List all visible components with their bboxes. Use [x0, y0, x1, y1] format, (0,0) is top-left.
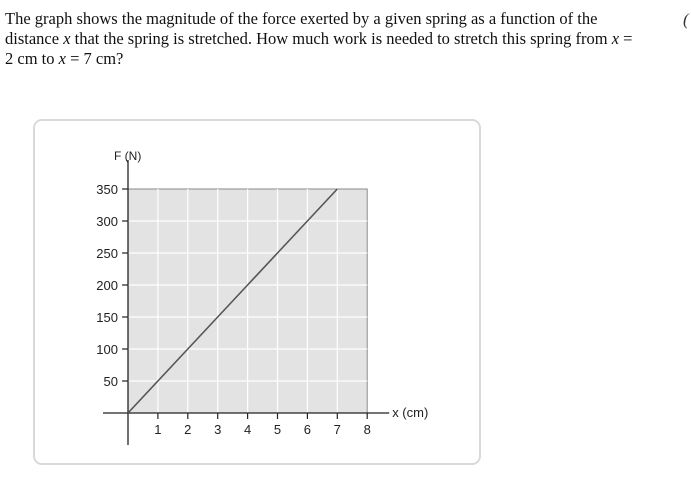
- x-tick-label: 8: [363, 422, 371, 437]
- x-tick-label: 7: [333, 422, 341, 437]
- x-tick-label: 5: [273, 422, 282, 437]
- y-tick-label: 150: [96, 310, 118, 325]
- question-line-2b: that the spring is stretched. How much work is needed to stretch this spring from: [70, 29, 612, 48]
- var-x: x: [58, 49, 66, 68]
- side-mark: (: [683, 10, 689, 29]
- y-axis-label: F (N): [114, 149, 142, 163]
- var-x: x: [63, 29, 71, 48]
- x-tick-label: 6: [303, 422, 312, 437]
- y-tick-label: 100: [96, 342, 118, 357]
- question-line-2c: =: [619, 29, 633, 48]
- question-line-2a: distance: [5, 29, 64, 48]
- y-tick-label: 300: [96, 214, 118, 229]
- y-tick-label: 200: [96, 278, 118, 293]
- y-tick-label: 350: [96, 182, 118, 197]
- question-line-3b: = 7 cm?: [65, 49, 124, 68]
- x-tick-label: 3: [214, 422, 222, 437]
- x-axis-label: x (cm): [392, 405, 429, 420]
- question-line-3a: 2 cm to: [5, 49, 59, 68]
- var-x: x: [611, 29, 620, 48]
- x-tick-label: 4: [243, 422, 252, 437]
- x-tick-label: 1: [154, 422, 162, 437]
- question-line-1: The graph shows the magnitude of the force exerted by a given spring as a function of the: [5, 9, 598, 28]
- y-tick-label: 50: [103, 374, 118, 389]
- y-tick-label: 250: [96, 246, 118, 261]
- x-tick-label: 2: [184, 422, 192, 437]
